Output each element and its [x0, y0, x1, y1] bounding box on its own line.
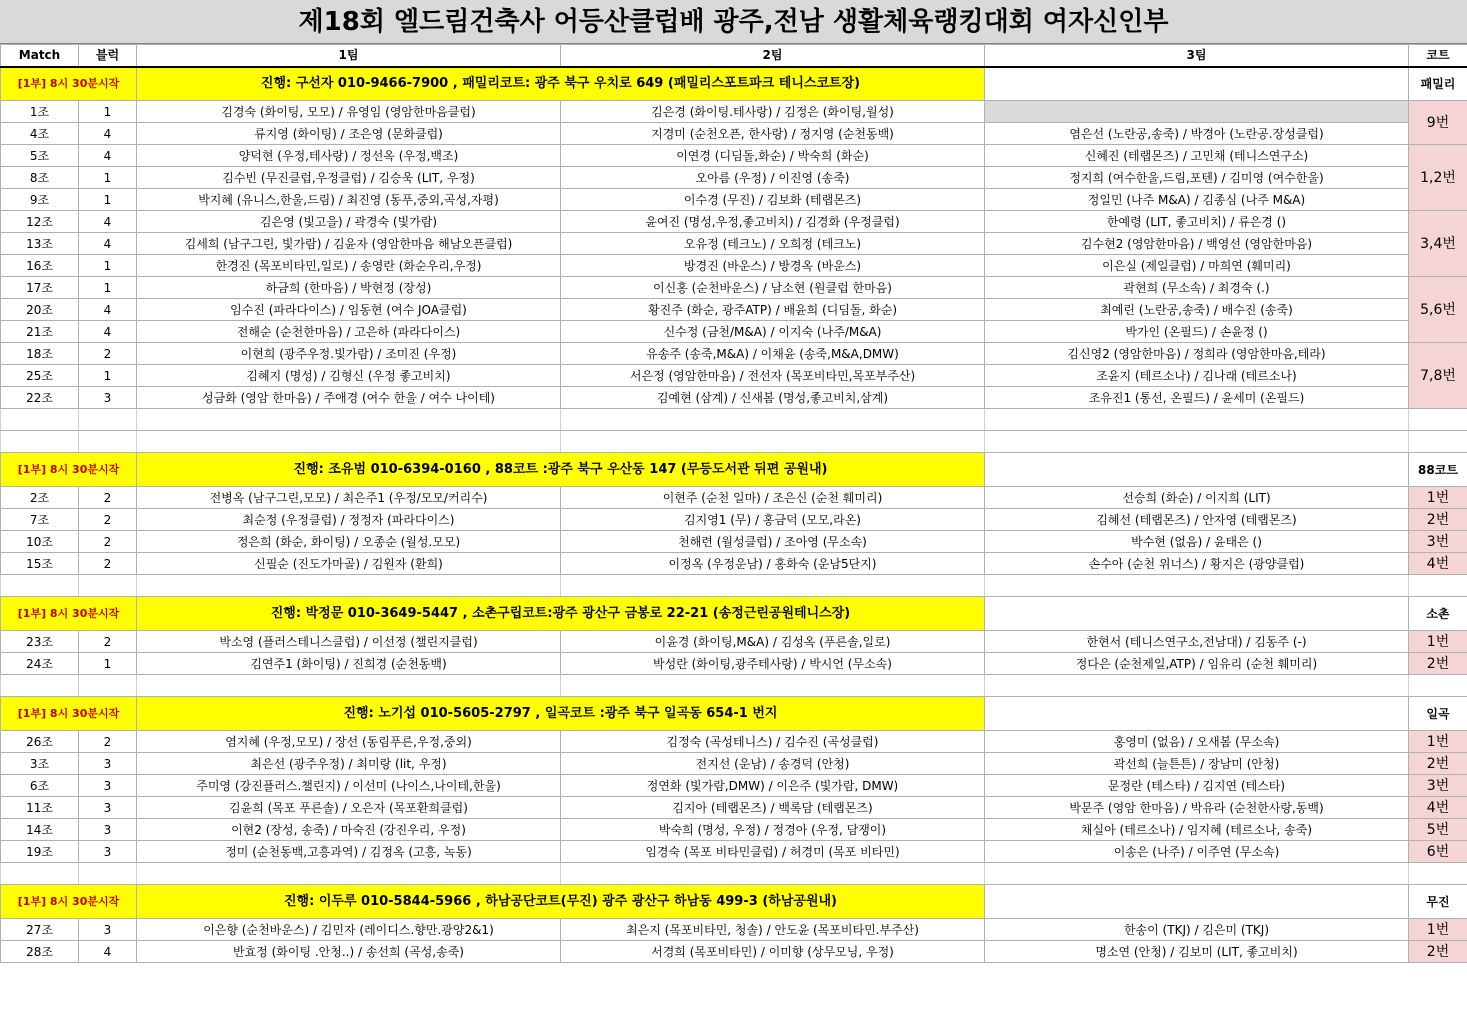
section-start-label: [1부] 8시 30분시작 — [1, 697, 137, 731]
section-start-label: [1부] 8시 30분시작 — [1, 597, 137, 631]
court-number-cell: 9번 — [1409, 101, 1467, 145]
team3-cell: 김혜선 (테랩몬즈) / 안자영 (테랩몬즈) — [985, 509, 1409, 531]
team3-cell: 이송은 (나주) / 이주연 (무소속) — [985, 841, 1409, 863]
spacer-row — [1, 431, 1467, 453]
section-header-row — [1, 697, 1467, 731]
section-info: 진행: 이두루 010-5844-5966 , 하남공단코트(무진) 광주 광산구 하남동 499-3 (하남공원내) — [137, 885, 985, 919]
table-row — [1, 145, 1467, 167]
section-header-row — [1, 597, 1467, 631]
section-court-name: 패밀리 — [1409, 67, 1467, 101]
team3-cell: 박문주 (영암 한마음) / 박유라 (순천한사랑,동백) — [985, 797, 1409, 819]
team2-cell: 서은정 (영암한마음) / 전선자 (목포비타민,목포부주산) — [561, 365, 985, 387]
team3-cell: 조윤지 (테르소나) / 김나래 (테르소나) — [985, 365, 1409, 387]
team3-cell: 박수현 (없음) / 윤태은 () — [985, 531, 1409, 553]
empty-cell — [985, 575, 1409, 597]
team2-cell: 이신홍 (순천바운스) / 남소현 (원클럽 한마음) — [561, 277, 985, 299]
table-row — [1, 321, 1467, 343]
team3-cell: 한예령 (LIT, 좋고비치) / 류은경 () — [985, 211, 1409, 233]
court-number-cell: 2번 — [1409, 509, 1467, 531]
team3-cell: 김수현2 (영암한마음) / 백영선 (영암한마음) — [985, 233, 1409, 255]
match-cell: 2조 — [1, 487, 79, 509]
table-row — [1, 631, 1467, 653]
team3-cell: 신혜진 (테랩몬즈) / 고민채 (테니스연구소) — [985, 145, 1409, 167]
team1-cell: 박소영 (플러스테니스클럽) / 이선정 (챌린지클럽) — [137, 631, 561, 653]
team2-cell: 신수정 (금천/M&A) / 이지숙 (나주/M&A) — [561, 321, 985, 343]
block-cell: 4 — [79, 941, 137, 963]
section-info: 진행: 조유범 010-6394-0160 , 88코트 :광주 북구 우산동 147 (무등도서관 뒤편 공원내) — [137, 453, 985, 487]
section-empty-cell — [985, 67, 1409, 101]
team3-cell: 채실아 (테르소나) / 임지혜 (테르소나, 송죽) — [985, 819, 1409, 841]
team2-cell: 이수경 (무진) / 김보화 (테랩몬즈) — [561, 189, 985, 211]
team1-cell: 신필순 (진도가마골) / 김원자 (환희) — [137, 553, 561, 575]
table-row — [1, 101, 1467, 123]
empty-cell — [137, 409, 561, 431]
empty-cell — [79, 431, 137, 453]
team1-cell: 김은영 (빛고을) / 곽경숙 (빛가람) — [137, 211, 561, 233]
block-cell: 3 — [79, 797, 137, 819]
team2-cell: 김정숙 (곡성테니스) / 김수진 (곡성클럽) — [561, 731, 985, 753]
team1-cell: 김수빈 (무진클럽,우정클럽) / 김승욱 (LIT, 우정) — [137, 167, 561, 189]
team3-cell: 한송이 (TKJ) / 김은미 (TKJ) — [985, 919, 1409, 941]
match-cell: 27조 — [1, 919, 79, 941]
empty-cell — [561, 431, 985, 453]
match-cell: 15조 — [1, 553, 79, 575]
team3-cell: 염은선 (노란공,송죽) / 박경아 (노란공.장성클럽) — [985, 123, 1409, 145]
court-number-cell: 4번 — [1409, 797, 1467, 819]
table-row — [1, 189, 1467, 211]
court-number-cell: 2번 — [1409, 753, 1467, 775]
team2-cell: 오유정 (테크노) / 오희정 (테크노) — [561, 233, 985, 255]
match-cell: 20조 — [1, 299, 79, 321]
header-match: Match — [1, 45, 79, 67]
team2-cell: 전지선 (운남) / 송경덕 (안청) — [561, 753, 985, 775]
empty-cell — [79, 863, 137, 885]
court-number-cell: 2번 — [1409, 653, 1467, 675]
block-cell: 2 — [79, 631, 137, 653]
table-row — [1, 123, 1467, 145]
court-number-cell: 5,6번 — [1409, 277, 1467, 343]
empty-cell — [1409, 431, 1467, 453]
team2-cell: 서경희 (목포비타민) / 이미향 (상무모닝, 우정) — [561, 941, 985, 963]
match-cell: 14조 — [1, 819, 79, 841]
block-cell: 4 — [79, 211, 137, 233]
empty-cell — [561, 575, 985, 597]
empty-cell — [137, 575, 561, 597]
team1-cell: 한경진 (목포비타민,일로) / 송영란 (화순우리,우정) — [137, 255, 561, 277]
team1-cell: 염지혜 (우정,모모) / 장선 (동림푸른,우정,중외) — [137, 731, 561, 753]
team2-cell: 김지아 (테랩몬즈) / 백록담 (테랩몬즈) — [561, 797, 985, 819]
match-cell: 7조 — [1, 509, 79, 531]
empty-cell — [1409, 675, 1467, 697]
team1-cell: 전병옥 (남구그린,모모) / 최은주1 (우정/모모/커리수) — [137, 487, 561, 509]
team1-cell: 김연주1 (화이팅) / 진희경 (순천동백) — [137, 653, 561, 675]
section-start-label: [1부] 8시 30분시작 — [1, 67, 137, 101]
table-row — [1, 797, 1467, 819]
block-cell: 4 — [79, 123, 137, 145]
block-cell: 2 — [79, 343, 137, 365]
table-row — [1, 509, 1467, 531]
empty-cell — [985, 409, 1409, 431]
team2-cell: 임경숙 (목포 비타민클럽) / 허경미 (목포 비타민) — [561, 841, 985, 863]
empty-cell — [1, 863, 79, 885]
block-cell: 4 — [79, 145, 137, 167]
empty-cell — [79, 675, 137, 697]
table-row — [1, 753, 1467, 775]
team3-cell: 정일민 (나주 M&A) / 김종심 (나주 M&A) — [985, 189, 1409, 211]
match-cell: 25조 — [1, 365, 79, 387]
team2-cell: 김은경 (화이팅.테사랑) / 김정은 (화이팅,월성) — [561, 101, 985, 123]
table-row — [1, 365, 1467, 387]
match-cell: 1조 — [1, 101, 79, 123]
team1-cell: 임수진 (파라다이스) / 임동현 (여수 JOA클럽) — [137, 299, 561, 321]
team2-cell: 황진주 (화순, 광주ATP) / 배윤희 (디딤돌, 화순) — [561, 299, 985, 321]
team2-cell: 김예현 (삼계) / 신새봄 (명성,좋고비치,삼계) — [561, 387, 985, 409]
match-cell: 24조 — [1, 653, 79, 675]
empty-cell — [1, 431, 79, 453]
section-empty-cell — [985, 453, 1409, 487]
match-cell: 21조 — [1, 321, 79, 343]
section-header-row — [1, 67, 1467, 101]
block-cell: 2 — [79, 731, 137, 753]
header-row — [1, 45, 1467, 67]
spacer-row — [1, 409, 1467, 431]
header-team3: 3팀 — [985, 45, 1409, 67]
court-number-cell: 1번 — [1409, 487, 1467, 509]
table-row — [1, 941, 1467, 963]
section-court-name: 소촌 — [1409, 597, 1467, 631]
team1-cell: 하금희 (한마음) / 박현정 (장성) — [137, 277, 561, 299]
block-cell: 1 — [79, 255, 137, 277]
empty-cell — [1409, 863, 1467, 885]
team3-cell — [985, 101, 1409, 123]
team2-cell: 이윤경 (화이팅,M&A) / 김성옥 (푸른솔,일로) — [561, 631, 985, 653]
section-court-name: 일곡 — [1409, 697, 1467, 731]
match-cell: 19조 — [1, 841, 79, 863]
block-cell: 4 — [79, 233, 137, 255]
table-row — [1, 775, 1467, 797]
block-cell: 1 — [79, 101, 137, 123]
team1-cell: 전해순 (순천한마음) / 고은하 (파라다이스) — [137, 321, 561, 343]
match-cell: 12조 — [1, 211, 79, 233]
section-info: 진행: 노기섭 010-5605-2797 , 일곡코트 :광주 북구 일곡동 654-1 번지 — [137, 697, 985, 731]
block-cell: 4 — [79, 321, 137, 343]
team3-cell: 곽현희 (무소속) / 최경숙 (.) — [985, 277, 1409, 299]
match-cell: 26조 — [1, 731, 79, 753]
match-cell: 11조 — [1, 797, 79, 819]
match-cell: 16조 — [1, 255, 79, 277]
header-block: 블럭 — [79, 45, 137, 67]
team3-cell: 정지희 (여수한울,드림,포텐) / 김미영 (여수한울) — [985, 167, 1409, 189]
table-row — [1, 255, 1467, 277]
empty-cell — [985, 863, 1409, 885]
block-cell: 3 — [79, 775, 137, 797]
section-info: 진행: 박정문 010-3649-5447 , 소촌구립코트:광주 광산구 금봉로 22-21 (송정근린공원테니스장) — [137, 597, 985, 631]
empty-cell — [137, 863, 561, 885]
team3-cell: 한현서 (테니스연구소,전남대) / 김동주 (-) — [985, 631, 1409, 653]
empty-cell — [137, 675, 561, 697]
team1-cell: 정미 (순천동백,고흥과역) / 김정옥 (고흥, 녹동) — [137, 841, 561, 863]
empty-cell — [561, 863, 985, 885]
section-info: 진행: 구선자 010-9466-7900 , 패밀리코트: 광주 북구 우치로 649 (패밀리스포트파크 테니스코트장) — [137, 67, 985, 101]
table-row — [1, 731, 1467, 753]
court-number-cell: 3,4번 — [1409, 211, 1467, 277]
section-empty-cell — [985, 697, 1409, 731]
team3-cell: 손수아 (순천 위너스) / 황지은 (광양클럽) — [985, 553, 1409, 575]
table-row — [1, 343, 1467, 365]
table-row — [1, 553, 1467, 575]
header-court: 코트 — [1409, 45, 1467, 67]
court-number-cell: 3번 — [1409, 531, 1467, 553]
team3-cell: 박가인 (온필드) / 손윤정 () — [985, 321, 1409, 343]
match-cell: 28조 — [1, 941, 79, 963]
match-cell: 8조 — [1, 167, 79, 189]
table-row — [1, 211, 1467, 233]
court-number-cell: 1번 — [1409, 919, 1467, 941]
table-row — [1, 919, 1467, 941]
block-cell: 1 — [79, 167, 137, 189]
section-empty-cell — [985, 597, 1409, 631]
block-cell: 2 — [79, 531, 137, 553]
block-cell: 2 — [79, 553, 137, 575]
team1-cell: 성금화 (영암 한마음) / 주애경 (여수 한울 / 여수 나이테) — [137, 387, 561, 409]
block-cell: 3 — [79, 753, 137, 775]
section-header-row — [1, 885, 1467, 919]
block-cell: 3 — [79, 387, 137, 409]
match-cell: 17조 — [1, 277, 79, 299]
team2-cell: 천해련 (월성클럽) / 조아영 (무소속) — [561, 531, 985, 553]
court-number-cell: 7,8번 — [1409, 343, 1467, 409]
team1-cell: 반효정 (화이팅 .안청..) / 송선희 (곡성,송죽) — [137, 941, 561, 963]
empty-cell — [1409, 575, 1467, 597]
team2-cell: 정연화 (빛가람,DMW) / 이은주 (빛가람, DMW) — [561, 775, 985, 797]
team1-cell: 김윤희 (목포 푸른솔) / 오은자 (목포환희클럽) — [137, 797, 561, 819]
team1-cell: 김경숙 (화이팅, 모모) / 유영임 (영암한마음클럽) — [137, 101, 561, 123]
page-title: 제18회 엘드림건축사 어등산클럽배 광주,전남 생활체육랭킹대회 여자신인부 — [0, 0, 1467, 44]
team3-cell: 홍영미 (없음) / 오새봄 (무소속) — [985, 731, 1409, 753]
empty-cell — [1, 675, 79, 697]
team3-cell: 김신영2 (영암한마음) / 정희라 (영암한마음,테라) — [985, 343, 1409, 365]
team1-cell: 이현희 (광주우정.빛가람) / 조미진 (우정) — [137, 343, 561, 365]
section-court-name: 88코트 — [1409, 453, 1467, 487]
empty-cell — [79, 409, 137, 431]
team2-cell: 오아름 (우정) / 이진영 (송죽) — [561, 167, 985, 189]
section-start-label: [1부] 8시 30분시작 — [1, 453, 137, 487]
block-cell: 1 — [79, 277, 137, 299]
spacer-row — [1, 675, 1467, 697]
table-row — [1, 531, 1467, 553]
table-row — [1, 299, 1467, 321]
team3-cell: 조유진1 (통선, 온필드) / 윤세미 (온필드) — [985, 387, 1409, 409]
empty-cell — [79, 575, 137, 597]
match-cell: 18조 — [1, 343, 79, 365]
header-team2: 2팀 — [561, 45, 985, 67]
team3-cell: 정다은 (순천제일,ATP) / 임유리 (순천 훼미리) — [985, 653, 1409, 675]
block-cell: 4 — [79, 299, 137, 321]
match-cell: 6조 — [1, 775, 79, 797]
court-number-cell: 4번 — [1409, 553, 1467, 575]
table-row — [1, 167, 1467, 189]
table-row — [1, 387, 1467, 409]
empty-cell — [1409, 409, 1467, 431]
block-cell: 3 — [79, 819, 137, 841]
block-cell: 1 — [79, 365, 137, 387]
table-row — [1, 277, 1467, 299]
block-cell: 1 — [79, 189, 137, 211]
team2-cell: 김지영1 (무) / 홍금덕 (모모,라온) — [561, 509, 985, 531]
block-cell: 2 — [79, 487, 137, 509]
match-cell: 10조 — [1, 531, 79, 553]
team3-cell: 선승희 (화순) / 이지희 (LIT) — [985, 487, 1409, 509]
team3-cell: 최예린 (노란공,송죽) / 배수진 (송죽) — [985, 299, 1409, 321]
spacer-row — [1, 863, 1467, 885]
empty-cell — [137, 431, 561, 453]
team1-cell: 박지혜 (유니스,한울,드림) / 최진영 (동푸,중외,곡성,자평) — [137, 189, 561, 211]
match-cell: 5조 — [1, 145, 79, 167]
team2-cell: 윤여진 (명성,우정,좋고비치) / 김경화 (우정클럽) — [561, 211, 985, 233]
team1-cell: 류지영 (화이팅) / 조은영 (문화클럽) — [137, 123, 561, 145]
team1-cell: 양덕현 (우정,테사랑) / 정선옥 (우정,백조) — [137, 145, 561, 167]
team3-cell: 곽선희 (늘튼튼) / 장남미 (안청) — [985, 753, 1409, 775]
section-start-label: [1부] 8시 30분시작 — [1, 885, 137, 919]
section-header-row — [1, 453, 1467, 487]
header-team1: 1팀 — [137, 45, 561, 67]
team1-cell: 김세희 (남구그린, 빛가람) / 김윤자 (영암한마음 해남오픈클럽) — [137, 233, 561, 255]
court-number-cell: 6번 — [1409, 841, 1467, 863]
court-number-cell: 1번 — [1409, 731, 1467, 753]
team2-cell: 방경진 (바운스) / 방경옥 (바운스) — [561, 255, 985, 277]
section-court-name: 무진 — [1409, 885, 1467, 919]
court-number-cell: 2번 — [1409, 941, 1467, 963]
team1-cell: 주미영 (강진플러스.챌린지) / 이선미 (나이스,나이테,한울) — [137, 775, 561, 797]
team2-cell: 이현주 (순천 일마) / 조은신 (순천 훼미리) — [561, 487, 985, 509]
team2-cell: 유송주 (송죽,M&A) / 이채윤 (송죽,M&A,DMW) — [561, 343, 985, 365]
table-row — [1, 487, 1467, 509]
court-number-cell: 1번 — [1409, 631, 1467, 653]
match-cell: 3조 — [1, 753, 79, 775]
match-cell: 22조 — [1, 387, 79, 409]
block-cell: 3 — [79, 841, 137, 863]
table-row — [1, 841, 1467, 863]
team1-cell: 김혜지 (명성) / 김형신 (우정 좋고비치) — [137, 365, 561, 387]
team3-cell: 이은실 (제일클럽) / 마희연 (훼미리) — [985, 255, 1409, 277]
block-cell: 3 — [79, 919, 137, 941]
team2-cell: 최은지 (목포비타민, 청솔) / 안도윤 (목포비타민.부주산) — [561, 919, 985, 941]
table-row — [1, 653, 1467, 675]
court-number-cell: 3번 — [1409, 775, 1467, 797]
team3-cell: 명소연 (안청) / 김보미 (LIT, 좋고비치) — [985, 941, 1409, 963]
team1-cell: 최순정 (우정클럽) / 정정자 (파라다이스) — [137, 509, 561, 531]
empty-cell — [985, 675, 1409, 697]
team2-cell: 이정옥 (우정운남) / 홍화숙 (운남5단지) — [561, 553, 985, 575]
empty-cell — [985, 431, 1409, 453]
team2-cell: 이연경 (디딤돌,화순) / 박숙희 (화순) — [561, 145, 985, 167]
match-cell: 4조 — [1, 123, 79, 145]
section-empty-cell — [985, 885, 1409, 919]
match-cell: 13조 — [1, 233, 79, 255]
team2-cell: 박숙희 (명성, 우정) / 정경아 (우정, 담쟁이) — [561, 819, 985, 841]
match-cell: 23조 — [1, 631, 79, 653]
empty-cell — [561, 409, 985, 431]
table-row — [1, 233, 1467, 255]
match-cell: 9조 — [1, 189, 79, 211]
empty-cell — [1, 409, 79, 431]
team1-cell: 최은선 (광주우정) / 최미랑 (lit, 우정) — [137, 753, 561, 775]
team2-cell: 박성란 (화이팅,광주테사랑) / 박시언 (무소속) — [561, 653, 985, 675]
empty-cell — [1, 575, 79, 597]
court-number-cell: 1,2번 — [1409, 145, 1467, 211]
empty-cell — [561, 675, 985, 697]
block-cell: 1 — [79, 653, 137, 675]
spacer-row — [1, 575, 1467, 597]
court-number-cell: 5번 — [1409, 819, 1467, 841]
team1-cell: 이은향 (순천바운스) / 김민자 (레이디스.향만.광양2&1) — [137, 919, 561, 941]
team1-cell: 이현2 (장성, 송죽) / 마숙진 (강진우리, 우정) — [137, 819, 561, 841]
table-row — [1, 819, 1467, 841]
team2-cell: 지경미 (순천오픈, 한사랑) / 정지영 (순천동백) — [561, 123, 985, 145]
team1-cell: 정은희 (화순, 화이팅) / 오종순 (월성.모모) — [137, 531, 561, 553]
block-cell: 2 — [79, 509, 137, 531]
team3-cell: 문정란 (테스타) / 김지연 (테스타) — [985, 775, 1409, 797]
schedule-table — [0, 44, 1467, 963]
